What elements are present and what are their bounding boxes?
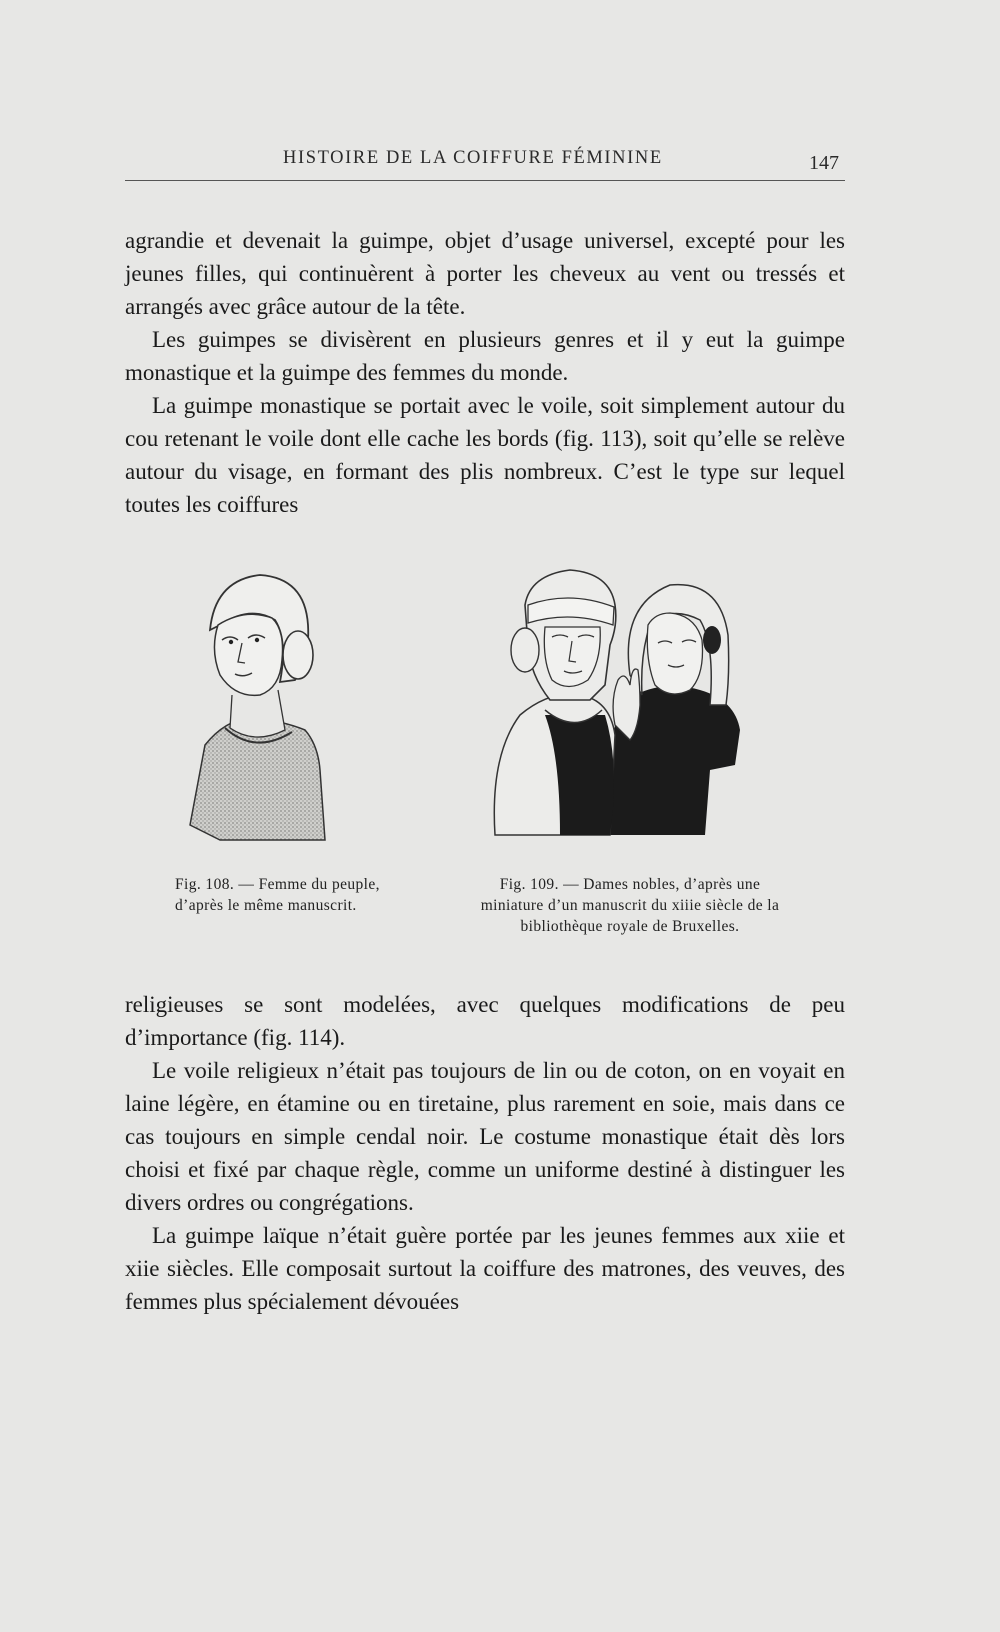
paragraph: La guimpe laïque n’était guère portée par les jeunes femmes aux xiie et xiie siècles. Elle composait surtout la coiffure des matrones, des veuves, des femmes plus spécialement dévouées: [125, 1223, 845, 1314]
paragraph: Le voile religieux n’était pas toujours de lin ou de coton, on en voyait en laine légère, en étamine ou en tiretaine, plus rarement en soie, mais dans ce cas toujours en simple cendal noir. Le costume monastique était dès lors choisi et fixé par chaque règle, comme un uniforme destiné à distinguer les divers ordres ou congrégations.: [125, 1058, 845, 1215]
figure-109-illustration: [490, 565, 750, 845]
text-block-top: [125, 224, 845, 521]
figure-108-caption: Fig. 108. — Femme du peuple, d’après le même manuscrit.: [175, 876, 380, 914]
figure-109-caption: Fig. 109. — Dames nobles, d’après une miniature d’un manuscrit du xiiie siècle de la bibliothèque royale de Bruxelles.: [480, 876, 780, 935]
page-header: [125, 140, 845, 181]
figure-108-illustration: [180, 570, 340, 845]
paragraph: Les guimpes se divisèrent en plusieurs genres et il y eut la guimpe monastique et la guimpe des femmes du monde.: [125, 327, 845, 385]
paragraph: La guimpe monastique se portait avec le voile, soit simplement autour du cou retenant le voile dont elle cache les bords (fig. 113), soit qu’elle se relève autour du visage, en formant des plis nombreux. C’est le type sur lequel toutes les coiffures: [125, 393, 845, 517]
paragraph: agrandie et devenait la guimpe, objet d’usage universel, excepté pour les jeunes filles, qui continuèrent à porter les cheveux au vent ou tressés et arrangés avec grâce autour de la tête.: [125, 228, 845, 319]
text-block-bottom: [125, 988, 845, 1318]
paragraph: religieuses se sont modelées, avec quelques modifications de peu d’importance (fig. 114).: [125, 992, 845, 1050]
page-number: 147: [809, 152, 839, 174]
running-title: HISTOIRE DE LA COIFFURE FÉMININE: [283, 148, 663, 168]
